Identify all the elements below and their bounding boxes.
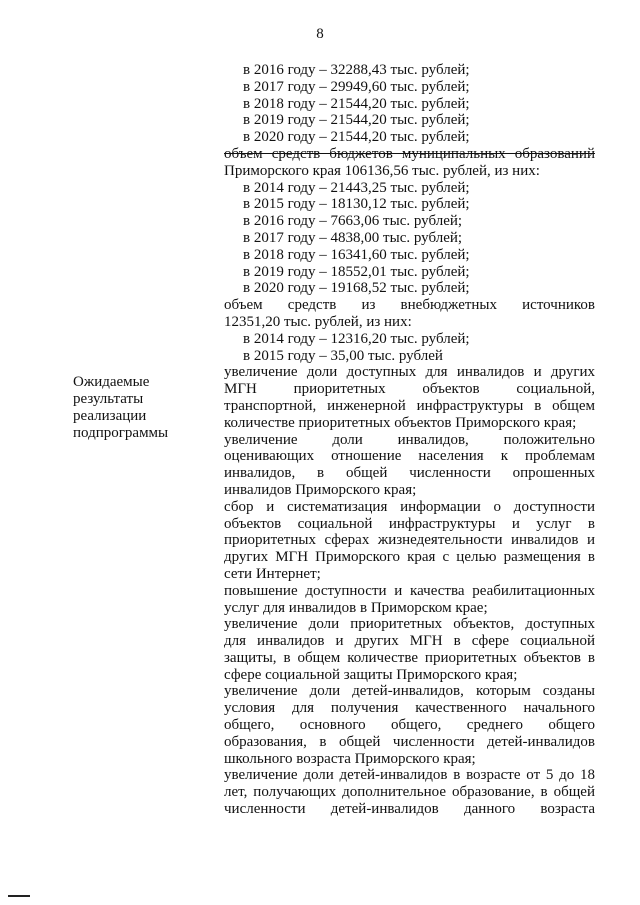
page-number: 8 bbox=[316, 26, 324, 42]
text-line: 12351,20 тыс. рублей, из них: bbox=[224, 313, 412, 330]
text-line: лет, получающих дополнительное образование, в общей bbox=[224, 784, 595, 801]
text-line: в 2019 году – 21544,20 тыс. рублей; bbox=[243, 112, 470, 129]
text-line: образования, в общей численности детей-инвалидов bbox=[224, 733, 595, 750]
label-line: результаты bbox=[73, 391, 144, 407]
text-line: в 2015 году – 18130,12 тыс. рублей; bbox=[243, 196, 470, 213]
text-line: увеличение доли детей-инвалидов, которым созданы bbox=[224, 683, 595, 700]
text-line: услуг для инвалидов в Приморском крае; bbox=[224, 599, 488, 616]
text-line: транспортной, инженерной инфраструктуры в общем bbox=[224, 397, 595, 414]
text-line: в 2014 году – 21443,25 тыс. рублей; bbox=[243, 179, 470, 196]
text-line: сфере социальной защиты Приморского края; bbox=[224, 666, 518, 683]
label-line: подпрограммы bbox=[73, 425, 169, 441]
text-line: для инвалидов и других МГН в сфере социальной bbox=[224, 633, 595, 650]
text-line: в 2020 году – 21544,20 тыс. рублей; bbox=[243, 129, 470, 146]
text-line: повышение доступности и качества реабилитационных bbox=[224, 582, 595, 599]
label-line: реализации bbox=[73, 408, 147, 424]
text-line: МГН приоритетных объектов социальной, bbox=[224, 381, 595, 398]
text-line: увеличение доли инвалидов, положительно bbox=[224, 431, 595, 448]
text-line: сбор и систематизация информации о доступности bbox=[224, 498, 595, 515]
text-line: увеличение доли доступных для инвалидов и других bbox=[224, 364, 595, 381]
text-line: увеличение доли приоритетных объектов, доступных bbox=[224, 616, 595, 633]
text-line: в 2017 году – 29949,60 тыс. рублей; bbox=[243, 78, 470, 95]
text-line: в 2016 году – 7663,06 тыс. рублей; bbox=[243, 213, 463, 230]
text-line: численности детей-инвалидов данного возраста bbox=[224, 801, 595, 818]
text-line: Приморского края 106136,56 тыс. рублей, из них: bbox=[224, 162, 540, 179]
text-line: объектов социальной инфраструктуры и услуг в bbox=[224, 515, 595, 532]
text-line: в 2019 году – 18552,01 тыс. рублей; bbox=[243, 263, 470, 280]
text-line: школьного возраста Приморского края; bbox=[224, 750, 476, 767]
text-line: общего, основного общего, среднего общего bbox=[224, 717, 595, 734]
text-line: инвалидов, в общей численности опрошенных bbox=[224, 465, 595, 482]
text-line: в 2018 году – 21544,20 тыс. рублей; bbox=[243, 95, 470, 112]
corner-mark bbox=[8, 895, 30, 897]
text-line: в 2020 году – 19168,52 тыс. рублей; bbox=[243, 280, 470, 297]
content-column bbox=[224, 62, 595, 818]
text-line: приоритетных сферах жизнедеятельности инвалидов и bbox=[224, 532, 595, 549]
text-line: объем средств из внебюджетных источников bbox=[224, 297, 595, 314]
text-line: объем средств бюджетов муниципальных образований bbox=[224, 145, 595, 162]
text-line: других МГН Приморского края с целью размещения в bbox=[224, 549, 595, 566]
text-line: в 2015 году – 35,00 тыс. рублей bbox=[243, 347, 443, 364]
text-line: в 2014 году – 12316,20 тыс. рублей; bbox=[243, 330, 470, 347]
text-line: защиты, в общем количестве приоритетных объектов в bbox=[224, 649, 595, 666]
text-line: оценивающих отношение населения к проблемам bbox=[224, 448, 595, 465]
text-line: увеличение доли детей-инвалидов в возрасте от 5 до 18 bbox=[224, 767, 595, 784]
label-line: Ожидаемые bbox=[73, 374, 150, 390]
text-line: в 2017 году – 4838,00 тыс. рублей; bbox=[243, 229, 463, 246]
text-line: инвалидов Приморского края; bbox=[224, 481, 417, 498]
text-line: сети Интернет; bbox=[224, 565, 321, 582]
expected-results-label bbox=[73, 374, 213, 442]
text-line: количестве приоритетных объектов Приморского края; bbox=[224, 414, 577, 431]
text-line: условия для получения качественного начального bbox=[224, 700, 595, 717]
text-line: в 2018 году – 16341,60 тыс. рублей; bbox=[243, 246, 470, 263]
text-line: в 2016 году – 32288,43 тыс. рублей; bbox=[243, 62, 470, 78]
